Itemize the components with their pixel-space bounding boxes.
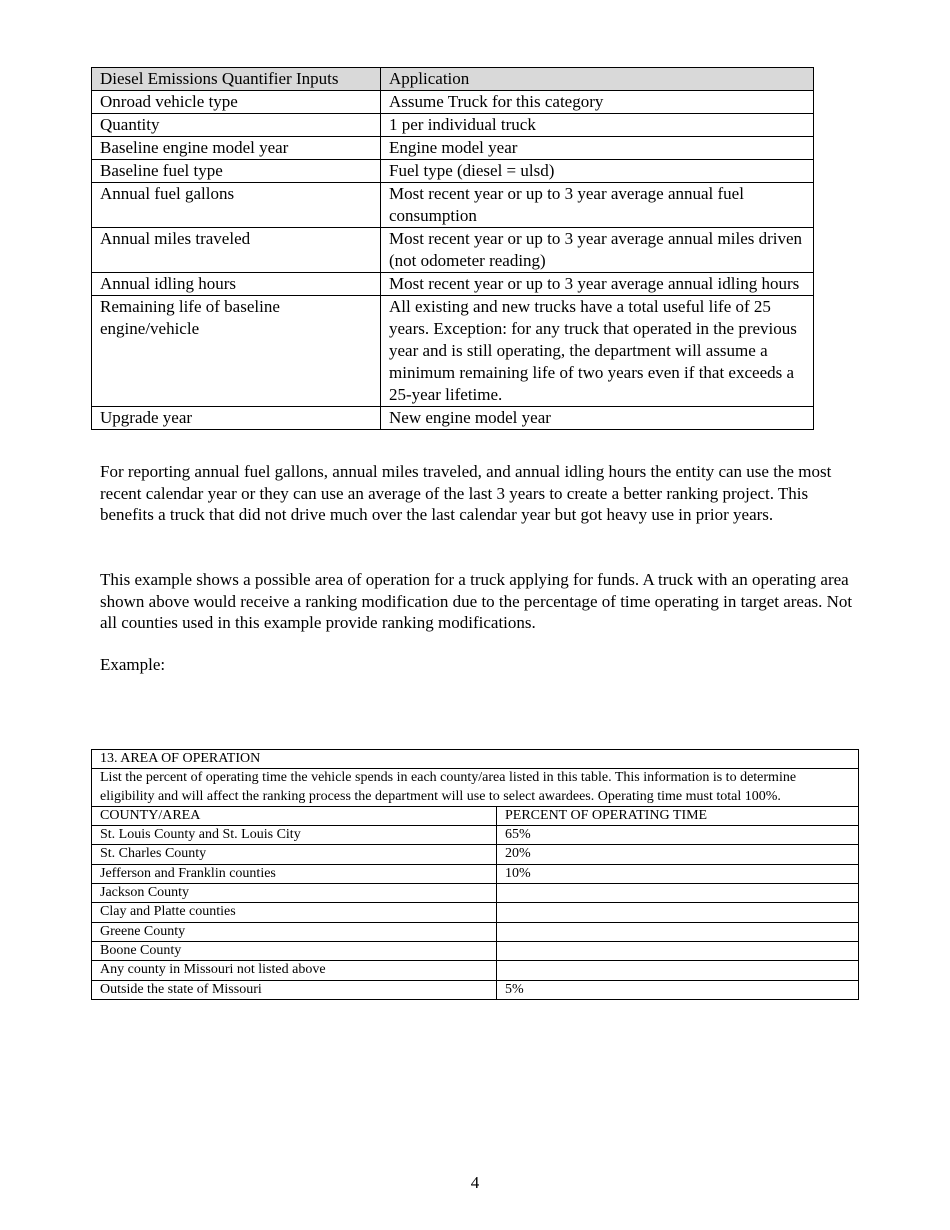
table-row (92, 884, 859, 903)
county-area-cell: St. Louis County and St. Louis City (92, 826, 497, 845)
table-row (92, 228, 814, 273)
inputs-header-row (92, 68, 814, 91)
percent-header: PERCENT OF OPERATING TIME (497, 806, 859, 825)
page-number: 4 (470, 1173, 480, 1192)
table-row (92, 273, 814, 296)
input-name-cell: Baseline engine model year (92, 137, 381, 160)
county-area-cell: Clay and Platte counties (92, 903, 497, 922)
percent-cell: 65% (497, 826, 859, 845)
application-cell: Most recent year or up to 3 year average annual fuel consumption (381, 183, 814, 228)
area-table-title: 13. AREA OF OPERATION (92, 750, 859, 769)
percent-cell: 5% (497, 980, 859, 999)
application-cell: Assume Truck for this category (381, 91, 814, 114)
percent-cell (497, 884, 859, 903)
fuel-reporting-paragraph: For reporting annual fuel gallons, annual miles traveled, and annual idling hours the entity can use the most recent calendar year or they can use an average of the last 3 years to create a better ranking project. This benefits a truck that did not drive much over the last calendar year but got heavy use in prior years. (100, 462, 832, 524)
application-cell: All existing and new trucks have a total useful life of 25 years. Exception: for any truck that operated in the previous year and is still operating, the department will assume a minimum remaining life of two years even if that exceeds a 25-year lifetime. (381, 296, 814, 407)
percent-cell (497, 922, 859, 941)
diesel-emissions-inputs-table (91, 67, 814, 430)
table-row (92, 845, 859, 864)
table-row (92, 407, 814, 430)
table-row (92, 183, 814, 228)
percent-cell (497, 903, 859, 922)
input-name-cell: Annual idling hours (92, 273, 381, 296)
percent-cell (497, 941, 859, 960)
county-area-header: COUNTY/AREA (92, 806, 497, 825)
county-area-cell: Any county in Missouri not listed above (92, 961, 497, 980)
county-area-cell: St. Charles County (92, 845, 497, 864)
county-area-cell: Boone County (92, 941, 497, 960)
table-row (92, 922, 859, 941)
application-header-cell: Application (381, 68, 814, 91)
application-cell: Most recent year or up to 3 year average annual idling hours (381, 273, 814, 296)
area-instructions-row (92, 769, 859, 807)
example-description-paragraph: This example shows a possible area of operation for a truck applying for funds. A truck with an operating area shown above would receive a ranking modification due to the percentage of time operating in target areas. Not all counties used in this example provide ranking modifications. (100, 570, 853, 632)
table-row (92, 160, 814, 183)
application-cell: 1 per individual truck (381, 114, 814, 137)
input-name-cell: Onroad vehicle type (92, 91, 381, 114)
table-row (92, 91, 814, 114)
area-of-operation-table (91, 749, 859, 1000)
table-row (92, 826, 859, 845)
percent-cell: 10% (497, 864, 859, 883)
application-cell: Engine model year (381, 137, 814, 160)
inputs-table-body (92, 68, 814, 430)
area-header-row (92, 806, 859, 825)
application-cell: Fuel type (diesel = ulsd) (381, 160, 814, 183)
inputs-header-cell: Diesel Emissions Quantifier Inputs (92, 68, 381, 91)
application-cell: Most recent year or up to 3 year average annual miles driven (not odometer reading) (381, 228, 814, 273)
input-name-cell: Annual miles traveled (92, 228, 381, 273)
table-row (92, 864, 859, 883)
table-row (92, 114, 814, 137)
table-row (92, 980, 859, 999)
table-row (92, 903, 859, 922)
percent-cell: 20% (497, 845, 859, 864)
input-name-cell: Annual fuel gallons (92, 183, 381, 228)
table-row (92, 941, 859, 960)
input-name-cell: Baseline fuel type (92, 160, 381, 183)
county-area-cell: Greene County (92, 922, 497, 941)
area-instructions: List the percent of operating time the vehicle spends in each county/area listed in this table. This information is to determine eligibility and will affect the ranking process the department will use to select awardees. Operating time must total 100%. (92, 769, 859, 807)
area-title-row (92, 750, 859, 769)
input-name-cell: Remaining life of baseline engine/vehicle (92, 296, 381, 407)
table-row (92, 961, 859, 980)
area-table-body (92, 750, 859, 1000)
percent-cell (497, 961, 859, 980)
table-row (92, 296, 814, 407)
application-cell: New engine model year (381, 407, 814, 430)
example-label: Example: (100, 655, 166, 674)
table-row (92, 137, 814, 160)
input-name-cell: Quantity (92, 114, 381, 137)
county-area-cell: Jefferson and Franklin counties (92, 864, 497, 883)
county-area-cell: Jackson County (92, 884, 497, 903)
input-name-cell: Upgrade year (92, 407, 381, 430)
county-area-cell: Outside the state of Missouri (92, 980, 497, 999)
